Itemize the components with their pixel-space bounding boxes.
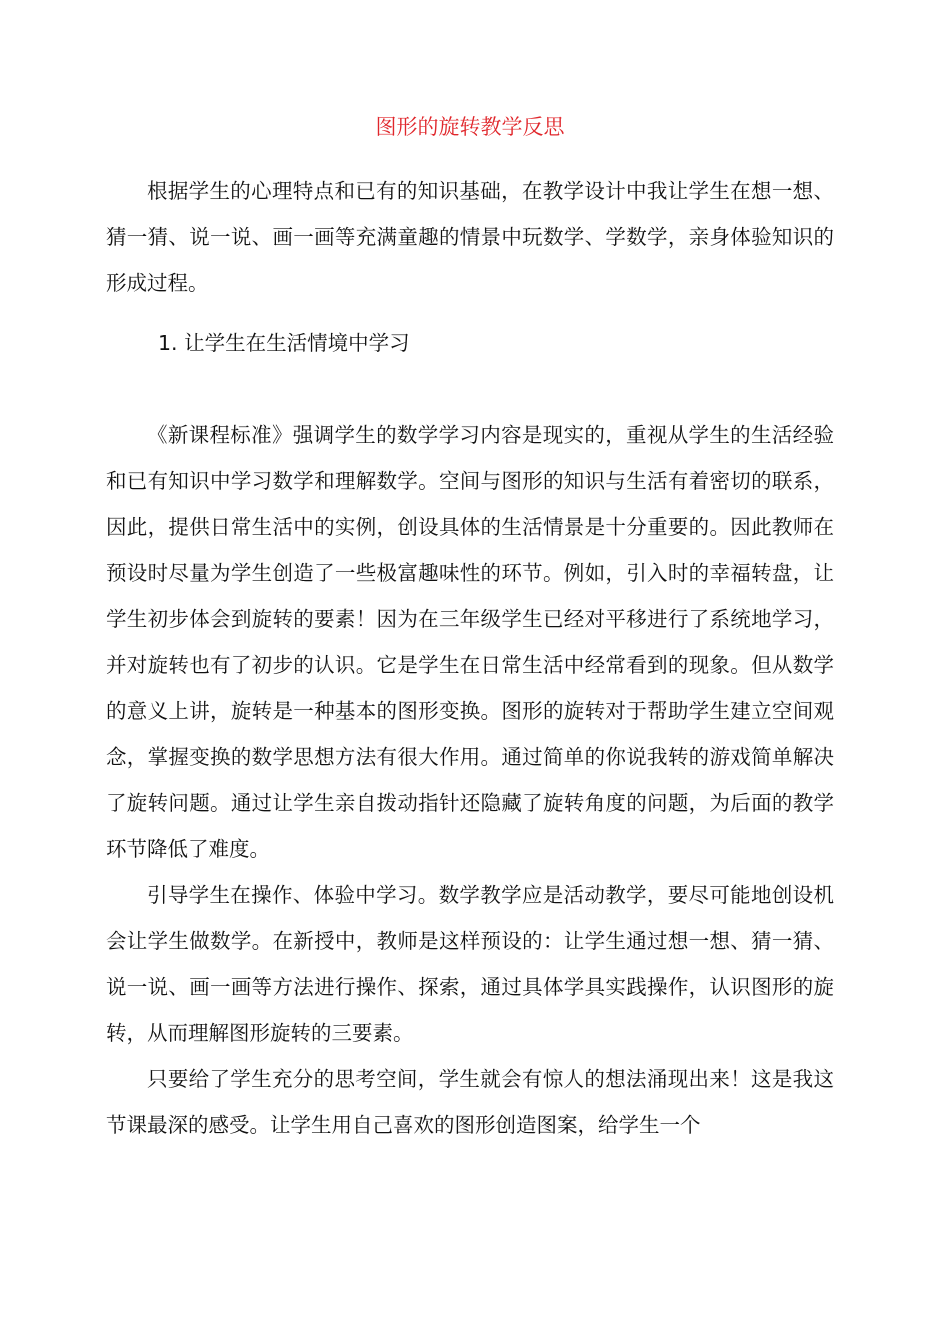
section-heading: 1. 让学生在生活情境中学习 [158,331,410,355]
paragraph-intro: 根据学生的心理特点和已有的知识基础，在教学设计中我让学生在想一想、猜一猜、说一说、画一画等充满童趣的情景中玩数学、学数学，亲身体验知识的形成过程。 [106,179,834,295]
paragraph-operation: 引导学生在操作、体验中学习。数学教学应是活动教学，要尽可能地创设机会让学生做数学。在新授中，教师是这样预设的：让学生通过想一想、猜一猜、说一说、画一画等方法进行操作、探索，通过具体学具实践操作，认识图形的旋转，从而理解图形旋转的三要素。 [106,883,834,1045]
paragraph-thinking-space: 只要给了学生充分的思考空间，学生就会有惊人的想法涌现出来！这是我这节课最深的感受。让学生用自己喜欢的图形创造图案，给学生一个 [106,1067,834,1137]
document-title: 图形的旋转教学反思 [375,115,565,139]
document-body [106,168,834,1148]
document-page [106,0,834,1344]
paragraph-life-context: 《新课程标准》强调学生的数学学习内容是现实的，重视从学生的生活经验和已有知识中学习数学和理解数学。空间与图形的知识与生活有着密切的联系，因此，提供日常生活中的实例，创设具体的生活情景是十分重要的。因此教师在预设时尽量为学生创造了一些极富趣味性的环节。例如，引入时的幸福转盘，让学生初步体会到旋转的要素！因为在三年级学生已经对平移进行了系统地学习，并对旋转也有了初步的认识。它是学生在日常生活中经常看到的现象。但从数学的意义上讲，旋转是一种基本的图形变换。图形的旋转对于帮助学生建立空间观念，掌握变换的数学思想方法有很大作用。通过简单的你说我转的游戏简单解决了旋转问题。通过让学生亲自拨动指针还隐藏了旋转角度的问题，为后面的教学环节降低了难度。 [106,423,834,861]
paragraph-gap [106,306,834,320]
